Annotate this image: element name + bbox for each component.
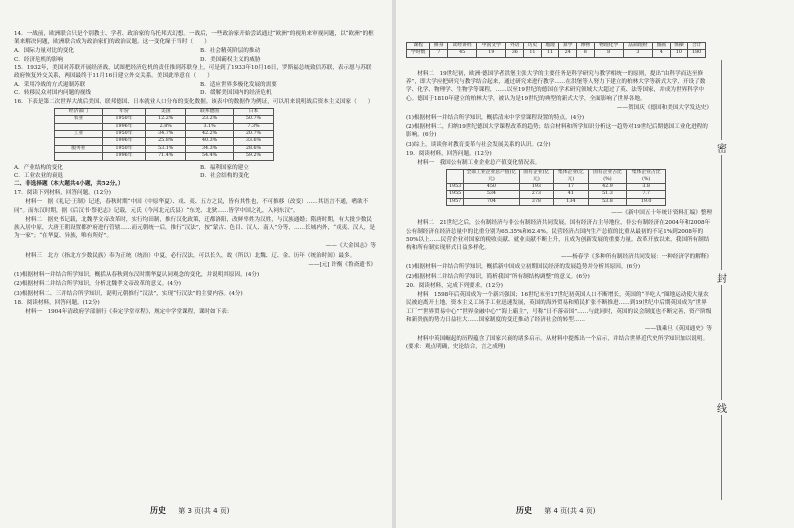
q16-cell — [55, 138, 103, 145]
q14-stem: 14．一战前，欧洲联合只是个别教士、学者、政治家的乌托邦式幻想。一战后，一些政治家开始尝试通过“欧洲”的视角来审视问题，以“欧洲”的框架来解决问题，欧洲联合成为政治家们的政治议题。这一变化缘于当时（ ） — [14, 31, 374, 46]
q15-option-d: D．缓解美国国内的经济危机 — [200, 90, 272, 97]
q18-sub-3: (3)综上，谈谈你对教育变革与社会发展关系的认识。(2分) — [406, 141, 551, 148]
binding-line — [717, 60, 786, 500]
q15-options — [14, 81, 376, 97]
q18-th: 修身 — [430, 43, 448, 50]
q19-cell: 42.9 — [588, 184, 627, 191]
q17-sub-3: (3)根据材料二、三并结合所学知识，说明元朝推行“汉法”，实现“行汉法”的主要内容。(4分) — [14, 290, 243, 297]
q17-material-1: 材料一 据《礼记·王制》记述，春秋时期“中国（中原华夏）、戎、夷、五方之民，皆有其性也，不可推移（改变）……其语言不通，嗜欲不同”。而东汉时期，据《后汉书·祭祀志》记载，元氏（今河北元氏县）“东羌、北狄……皆学中国之礼，入祠东汉”。 — [14, 199, 369, 214]
q18-cell: 45 — [448, 50, 477, 57]
q18-th: 算学 — [559, 43, 577, 50]
q19-cell: 704 — [464, 198, 519, 205]
q16-table-header — [55, 108, 274, 115]
q18-th: 外语 — [506, 43, 524, 50]
q16-options — [14, 164, 376, 180]
q19-cell: 193 — [519, 184, 554, 191]
q18-th: 物理化学 — [594, 43, 623, 50]
table-row — [55, 138, 274, 145]
table-row — [407, 50, 706, 57]
q16-table — [54, 108, 274, 161]
q17-material-2: 材料二 据史书记载，北魏孝文帝改革时，实行均田制，推行汉化政策，迁都洛阳，改鲜卑姓为汉姓，与汉族通婚；隋唐时期，有大批少数民族入居中原，大唐王朝设置都护府进行管辖……而元朝统一后，推行“汉法”，按“蒙古、色目、汉人、南人”分等，……长城内外，“戎夷、汉人，是为一家”；“在华夏、异族，唯有所好”。 — [14, 216, 376, 240]
q19-th: 集体企业(亿元) — [554, 170, 589, 184]
q15-option-c: C．转移民众对国内问题的视线 — [14, 90, 91, 97]
q16-option-c: C．工业农业的衰退 — [14, 172, 64, 179]
q16-th-0: 经济部门 — [55, 108, 103, 115]
q18-th: 图画 — [652, 43, 670, 50]
q16-cell: 1996年 — [102, 153, 145, 160]
q14-option-c: C．经济危机的影响 — [14, 56, 64, 63]
q18-cell: 10 — [670, 50, 688, 57]
q19-source-2: ——杨春学《多种所有制经济共同发展：一种经济学的解释》 — [560, 254, 712, 261]
q17-source-2: ——[元] 许衡《鲁斋遗书》 — [308, 261, 376, 268]
q18-sub-1: (1)根据材料一并结合所学知识，概括清末中学堂课程设置的特点。(4分) — [406, 115, 585, 122]
q16-th-4: 日本 — [233, 108, 273, 115]
q18-cell: 19 — [477, 50, 506, 57]
q16-option-a: A．产业结构的变化 — [14, 164, 63, 171]
q19-cell: 450 — [464, 184, 519, 191]
q16-option-d: D．社会结构的变化 — [200, 172, 250, 179]
table-row — [447, 198, 666, 205]
q18-cell: 11 — [541, 50, 559, 57]
q16-stem: 16．下表是第二次世界大战后美国、联邦德国、日本就业人口分布的变化数据。该表中的数据作为例证，可以用来说明战后资本主义国家（ ） — [14, 98, 374, 105]
q15-option-b: B．适应世界多极化发展的需要 — [200, 82, 277, 89]
q16-cell: 1950年 — [102, 145, 145, 152]
q16-cell — [55, 123, 103, 130]
q18-th: 博物 — [576, 43, 594, 50]
q18-table-header — [407, 43, 706, 50]
q17-sub-2: (2)根据材料二并结合所学知识，分析北魏孝文帝改革的意义。(4分) — [14, 281, 181, 288]
q17-stem: 17．阅读下列材料，回答问题。(12分) — [14, 190, 111, 197]
binding-char-xian: 线 — [715, 400, 729, 415]
q16-cell: 59.2% — [233, 153, 273, 160]
q16-cell: 1950年 — [102, 131, 145, 138]
q18-cell: 8 — [576, 50, 594, 57]
q18-cell: 3 — [623, 50, 652, 57]
q18-th: 中国文学 — [477, 43, 506, 50]
q19-material-1: 材料一 我国公有制工业企业总产值变化情况表。 — [417, 160, 541, 167]
q18-th: 法制理财 — [623, 43, 652, 50]
q19-stem: 19．阅读材料，回答问题。(12分) — [406, 150, 492, 157]
table-row — [55, 153, 274, 160]
q18-cell: 180 — [688, 50, 706, 57]
q16-cell: 2.8% — [146, 123, 186, 130]
section2-heading: 二、非选择题（本大题共4小题，共52分。） — [14, 181, 124, 188]
q19-cell: 51.3 — [588, 191, 627, 198]
right-footer-subject: 历史 — [516, 506, 532, 515]
q19-cell: 53.8 — [588, 198, 627, 205]
right-footer — [516, 505, 596, 516]
q19-cell: 7.7 — [627, 191, 666, 198]
q18-material-1: 材料一 1904年清政府学部颁行《奏定学堂章程》，规定中学堂课程，课时如下表： — [25, 308, 233, 315]
q16-cell: 42.2% — [186, 131, 234, 138]
q16-cell: 34.3% — [186, 145, 234, 152]
q20-source: ——钱乘旦《英国通史》等 — [644, 325, 712, 332]
q16-cell: 1996年 — [102, 123, 145, 130]
q19-th — [447, 170, 464, 184]
q20-requirement: 材料中英国崛起的历程蕴含了国家兴衰的诸多启示。从材料中提炼出一个启示，并结合世界近代史所学知识加以说明。(要求：观点明确，史论结合，言之成理) — [406, 336, 709, 351]
q14-options — [14, 47, 376, 63]
q16-option-b: B．福利国家的建立 — [200, 164, 249, 171]
q16-cell: 12.2% — [146, 116, 186, 123]
q18-cell: 8 — [594, 50, 623, 57]
q16-cell: 1996年 — [102, 138, 145, 145]
q19-cell: 1953 — [447, 184, 464, 191]
q19-sub-1: (1)根据材料一并结合所学知识，概括新中国成立初期国民经济的发展趋势并分析其原因。(6分) — [406, 264, 641, 271]
q16-cell: 工业 — [55, 131, 103, 138]
q19-cell: 273 — [519, 191, 554, 198]
q19-table-header — [447, 170, 666, 184]
q18-th: 课程 — [407, 43, 430, 50]
q14-option-a: A．国际力量对比的变化 — [14, 48, 74, 55]
left-footer — [150, 505, 230, 516]
q19-th: 集体企业占比(%) — [627, 170, 666, 184]
q19-th: 全部工业企业总产值(亿元) — [464, 170, 519, 184]
q19-cell: 19.0 — [627, 198, 666, 205]
q17-source-1: ——《大金国志》等 — [325, 242, 376, 249]
right-footer-page: 第 4 页(共 4 页) — [544, 507, 596, 515]
q18-sub-2: (2)根据材料二，归纳19世纪德国大学课程改革的趋势；结合材料和所学知识分析这一趋势对19世纪后期德国工业化进程的影响。(6分) — [406, 124, 708, 139]
q17-material-3: 材料三 北方（指北方少数民族）奉为正统（统治）中夏，必行汉法，可以长久，故（所以）北魏、辽、金、历年（统治时间）最多。 — [25, 252, 356, 259]
q18-th: 读经讲经 — [448, 43, 477, 50]
q19-cell: 134 — [554, 198, 589, 205]
q16-cell: 71.4% — [146, 153, 186, 160]
q16-cell — [55, 153, 103, 160]
q18-cell: 24 — [559, 50, 577, 57]
q19-source-1: ——《新中国五十年统计资料汇编》整理 — [611, 210, 712, 217]
q18-th: 合计 — [688, 43, 706, 50]
q19-cell: 534 — [464, 191, 519, 198]
q19-cell: 378 — [519, 198, 554, 205]
binding-char-mi: 密 — [715, 140, 729, 155]
q16-cell: 23.2% — [186, 116, 234, 123]
exam-page-left — [0, 0, 392, 528]
q19-th: 国有企业(亿元) — [519, 170, 554, 184]
table-row — [447, 184, 666, 191]
q15-option-a: A．采用冷战的方式遏制苏联 — [14, 82, 86, 89]
table-row — [55, 116, 274, 123]
q20-stem: 20．阅读材料，完成下列要求。(12分) — [406, 282, 503, 289]
q17-sub-1: (1)根据材料一并结合所学知识，概括从春秋到东汉时期华夏认同观念的变化，并说明其原因。(4分) — [14, 272, 260, 279]
q16-cell: 20.7% — [233, 131, 273, 138]
binding-char-feng: 封 — [715, 270, 729, 285]
q16-cell: 34.7% — [146, 131, 186, 138]
left-footer-page: 第 3 页(共 4 页) — [178, 507, 230, 515]
q19-cell: 3.8 — [627, 184, 666, 191]
q19-cell: 1957 — [447, 198, 464, 205]
q16-cell: 28.6% — [233, 145, 273, 152]
q16-cell: 53.1% — [146, 145, 186, 152]
q18-cell: 11 — [524, 50, 542, 57]
q14-option-b: B．社会精英阶层的推动 — [200, 48, 261, 55]
q16-th-2: 美国 — [146, 108, 186, 115]
q18-stem: 18．阅读材料，回答问题。(12分) — [14, 299, 100, 306]
exam-page-right — [396, 0, 794, 528]
q18-cell: 36 — [506, 50, 524, 57]
q18-cell: 7 — [430, 50, 448, 57]
q16-cell: 服务业 — [55, 145, 103, 152]
q19-cell: 1955 — [447, 191, 464, 198]
table-row — [447, 191, 666, 198]
q16-cell: 3.1% — [186, 123, 234, 130]
q16-cell: 50.7% — [233, 116, 273, 123]
q16-cell: 农业 — [55, 116, 103, 123]
q16-cell: 40.3% — [186, 138, 234, 145]
q16-cell: 33.6% — [233, 138, 273, 145]
q18-course-table — [406, 42, 706, 58]
table-row — [55, 123, 274, 130]
q15-stem: 15．1932年，美国对苏联开展经济战，试图把经济危机的责任推到苏联身上，可是到了1933年10月16日，罗斯福总统致信苏联，表示愿与苏联政府恢复外交关系，两国最终于11月16日建立外交关系。美国此举意在（ ） — [14, 64, 372, 80]
q18-material-2: 材料二 19世纪初，欧洲·德国学者洪堡主张大学的主要任务是科学研究与教学相统一的原则，提出“由科学而达至修养”，即大学应把研究与教学结合起来，通过研究来进行教学……在洪堡等人努力下建立的柏林大学等新式大学，开设了数学、化学、物理学、生物学等课程，……以至19世纪的德国在学术研究领域大大超过了英、法等国家，并成为世界科学中心。德国于1810年建立的柏林大学，被认为是19世纪的典型的新式大学，全面影响了世界各地。 — [406, 71, 706, 102]
left-column — [14, 30, 376, 317]
q19-cell: 17 — [554, 184, 589, 191]
q19-sub-2: (2)根据材料二并结合所学知识，简析我国“所有制结构调整”的意义。(6分) — [406, 273, 590, 280]
q19-th: 国有企业占比(%) — [588, 170, 627, 184]
q16-cell: 1950年 — [102, 116, 145, 123]
q18-cell: 4 — [652, 50, 670, 57]
q18-th: 地理 — [541, 43, 559, 50]
q20-material: 材料 1598年后英国成为一个新兴强国；16世纪末至17世纪初英国人口不断增长，英国的“羊吃人”圈地运动使大量农民被迫离开土地，资本主义工场手工业迅速发展，英国的海外贸易和殖民扩张不断推进……到19世纪中后期英国成为“世界工厂”“世界贸易中心”“世界金融中心”“海上霸主”，号称“日不落帝国”……与此同时，英国的议会制度也不断完善，资产阶级和新贵族的势力日益壮大……国家制度的变迁推动了经济社会的转型…… — [406, 292, 712, 323]
table-row — [55, 131, 274, 138]
left-footer-subject: 历史 — [150, 506, 166, 515]
q19-material-2: 材料二 21世纪之后，公有制经济与非公有制经济共同发展，国有经济占主导地位，非公有制经济在2004年和2008年公有制经济在经济总量中的比重分别为65.35%和62.4%。民营经济占国内生产总值的比重从最初的不足1%到2008年的50%以上……民营企业对国家的税收贡献、就业贡献不断上升，且成为创新发展的重要力量。改革开放以来，我国所有制结构和所有制实现形式日益多样化。 — [406, 220, 711, 252]
q18-cell: 学时数 — [407, 50, 430, 57]
q16-th-1: 年份 — [102, 108, 145, 115]
right-column — [406, 70, 712, 353]
q18-source: ——贺国庆《德国和美国大学发达史》 — [616, 104, 712, 111]
table-row — [55, 145, 274, 152]
q19-table — [446, 169, 666, 206]
q16-cell: 7.3% — [233, 123, 273, 130]
q18-th: 历史 — [524, 43, 542, 50]
q16-th-3: 联邦德国 — [186, 108, 234, 115]
q14-option-d: D．美国霸权主义的威胁 — [200, 56, 261, 63]
q16-cell: 25.8% — [146, 138, 186, 145]
q18-th: 体操 — [670, 43, 688, 50]
q16-cell: 54.4% — [186, 153, 234, 160]
q19-cell: 41 — [554, 191, 589, 198]
